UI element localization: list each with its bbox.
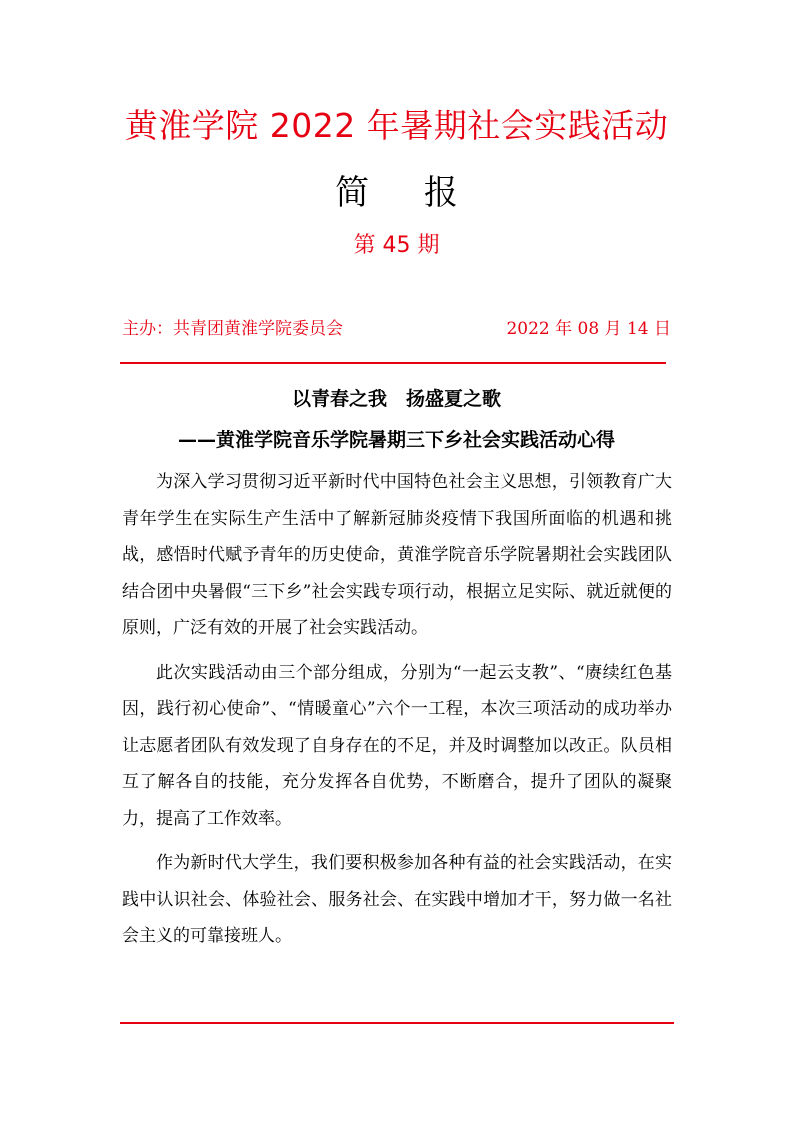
top-divider — [120, 362, 666, 364]
article-body — [122, 464, 672, 963]
publish-date: 2022 年 08 月 14 日 — [506, 319, 671, 339]
document-title: 黄淮学院 2022 年暑期社会实践活动 — [124, 106, 669, 145]
paragraph-1: 为深入学习贯彻习近平新时代中国特色社会主义思想，引领教育广大青年学生在实际生产生活中了解新冠肺炎疫情下我国所面临的机遇和挑战，感悟时代赋予青年的历史使命，黄淮学院音乐学院暑期社会实践团队结合团中央暑假“三下乡”社会实践专项行动，根据立足实际、就近就便的原则，广泛有效的开展了社会实践活动。 — [122, 472, 672, 638]
issue-number: 第 45 期 — [353, 233, 440, 258]
document-subtitle: 简 报 — [335, 173, 480, 213]
bottom-divider — [120, 1022, 674, 1024]
article-title: 以青春之我 扬盛夏之歌 — [291, 388, 501, 410]
host-organization: 主办：共青团黄淮学院委员会 — [122, 319, 343, 339]
paragraph-2: 此次实践活动由三个部分组成，分别为“一起云支教”、“赓续红色基因，践行初心使命”、“情暖童心”六个一工程，本次三项活动的成功举办让志愿者团队有效发现了自身存在的不足，并及时调整加以改正。队员相互了解各自的技能，充分发挥各自优势，不断磨合，提升了团队的凝聚力，提高了工作效率。 — [122, 662, 672, 829]
paragraph-3: 作为新时代大学生，我们要积极参加各种有益的社会实践活动，在实践中认识社会、体验社会、服务社会、在实践中增加才干，努力做一名社会主义的可靠接班人。 — [122, 853, 672, 946]
article-subtitle: ——黄淮学院音乐学院暑期三下乡社会实践活动心得 — [177, 429, 615, 451]
